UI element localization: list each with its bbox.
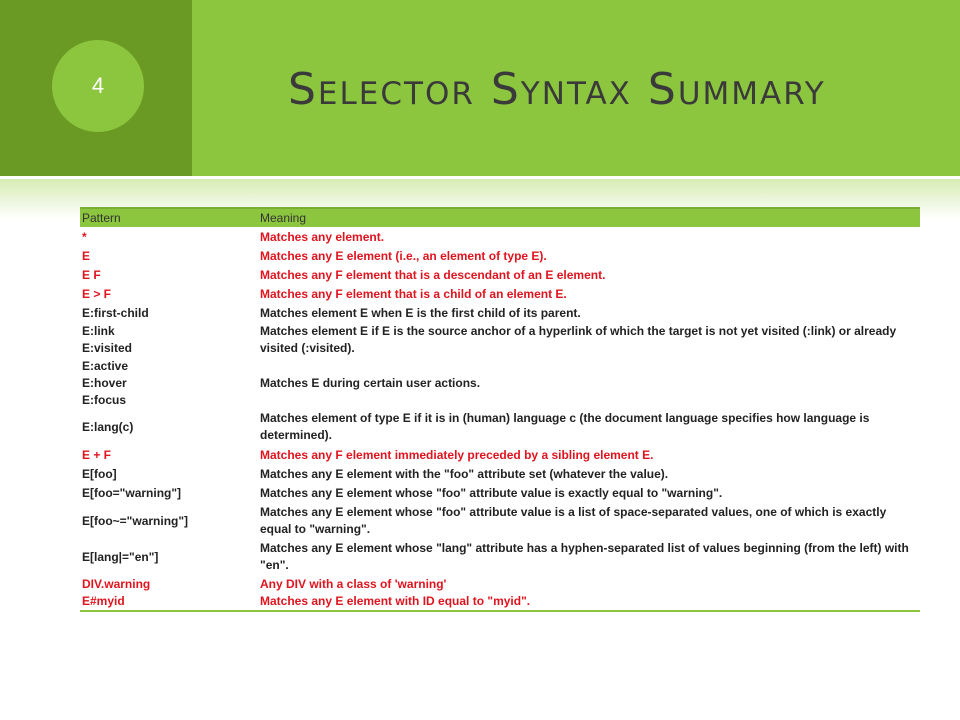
pattern-cell [80, 304, 258, 323]
pattern-text: * [82, 229, 87, 244]
pattern-cell [80, 266, 258, 285]
pattern-text: E[foo] [82, 467, 117, 481]
meaning-cell: Matches element E if E is the source anchor of a hyperlink of which the target is not yet visited (:link) or already visited (:visited). [260, 324, 897, 355]
pattern-cell [80, 503, 258, 539]
meaning-cell: Matches any E element with ID equal to "myid". [258, 593, 920, 611]
table-row [80, 357, 920, 409]
table-row [80, 465, 920, 484]
pattern-text: E:lang(c) [82, 419, 134, 434]
table-row [80, 445, 920, 465]
meaning-cell: Matches any F element that is a child of an element E. [260, 287, 567, 301]
meaning-cell: Matches any E element with the "foo" attribute set (whatever the value). [260, 467, 669, 481]
meaning-cell: Matches any E element whose "foo" attribute value is a list of space-separated values, one of which is exactly equal to "warning". [260, 505, 887, 536]
pattern-text: E [82, 249, 91, 263]
pattern-text: E > F [82, 287, 112, 301]
meaning-cell: Any DIV with a class of 'warning' [260, 576, 447, 591]
pattern-text: E:active [82, 358, 129, 373]
pattern-text: E[lang|="en"] [82, 549, 159, 564]
meaning-cell: Matches element of type E if it is in (human) language c (the document language specifies how language is determined). [260, 411, 870, 442]
column-header-meaning: Meaning [258, 208, 920, 227]
table-row [80, 484, 920, 503]
meaning-cell: Matches any E element (i.e., an element of type E). [260, 249, 547, 263]
pattern-cell [80, 465, 258, 484]
meaning-cell: Matches any element. [260, 229, 385, 244]
pattern-cell [80, 484, 258, 503]
pattern-cell [80, 539, 258, 575]
meaning-cell: Matches element E when E is the first child of its parent. [260, 306, 581, 320]
pattern-text: E[foo~="warning"] [82, 513, 189, 528]
slide-number: 4 [91, 73, 105, 98]
pattern-text: DIV.warning [82, 576, 151, 591]
pattern-cell [80, 445, 258, 465]
table-row [80, 539, 920, 575]
table-row [80, 227, 920, 247]
pattern-cell [80, 285, 258, 304]
meaning-cell: Matches E during certain user actions. [260, 375, 481, 390]
table-row [80, 593, 920, 611]
table-row [80, 247, 920, 266]
table-row [80, 323, 920, 357]
pattern-cell [80, 323, 258, 357]
pattern-text: E:first-child [82, 306, 149, 320]
pattern-cell [80, 247, 258, 266]
table-row [80, 575, 920, 593]
pattern-text: E:hover [82, 375, 127, 390]
table-body [80, 227, 920, 611]
slide-title: Selector Syntax Summary [288, 64, 826, 115]
meaning-cell: Matches any E element whose "lang" attribute has a hyphen-separated list of values beginning (from the left) with "en". [260, 541, 909, 572]
pattern-text: E[foo="warning"] [82, 486, 182, 500]
meaning-cell: Matches any E element whose "foo" attribute value is exactly equal to "warning". [260, 486, 723, 500]
pattern-text: E:visited [82, 341, 133, 355]
table-row [80, 266, 920, 285]
pattern-cell [80, 409, 258, 445]
pattern-cell [80, 227, 258, 247]
pattern-text: E F [82, 268, 101, 282]
meaning-cell: Matches any F element immediately preceded by a sibling element E. [260, 447, 654, 462]
pattern-text: E + F [82, 447, 112, 462]
table-row [80, 285, 920, 304]
meaning-cell: Matches any F element that is a descendant of an E element. [260, 268, 606, 282]
table-row [80, 409, 920, 445]
pattern-cell [80, 575, 258, 593]
pattern-cell [80, 593, 258, 611]
pattern-text: E#myid [82, 594, 125, 608]
table-row [80, 503, 920, 539]
pattern-cell [80, 357, 258, 409]
table-row [80, 304, 920, 323]
table-header-row [80, 208, 920, 227]
column-header-pattern: Pattern [80, 208, 258, 227]
pattern-text: E:focus [82, 392, 127, 407]
selector-table [80, 207, 920, 612]
pattern-text: E:link [82, 324, 115, 338]
